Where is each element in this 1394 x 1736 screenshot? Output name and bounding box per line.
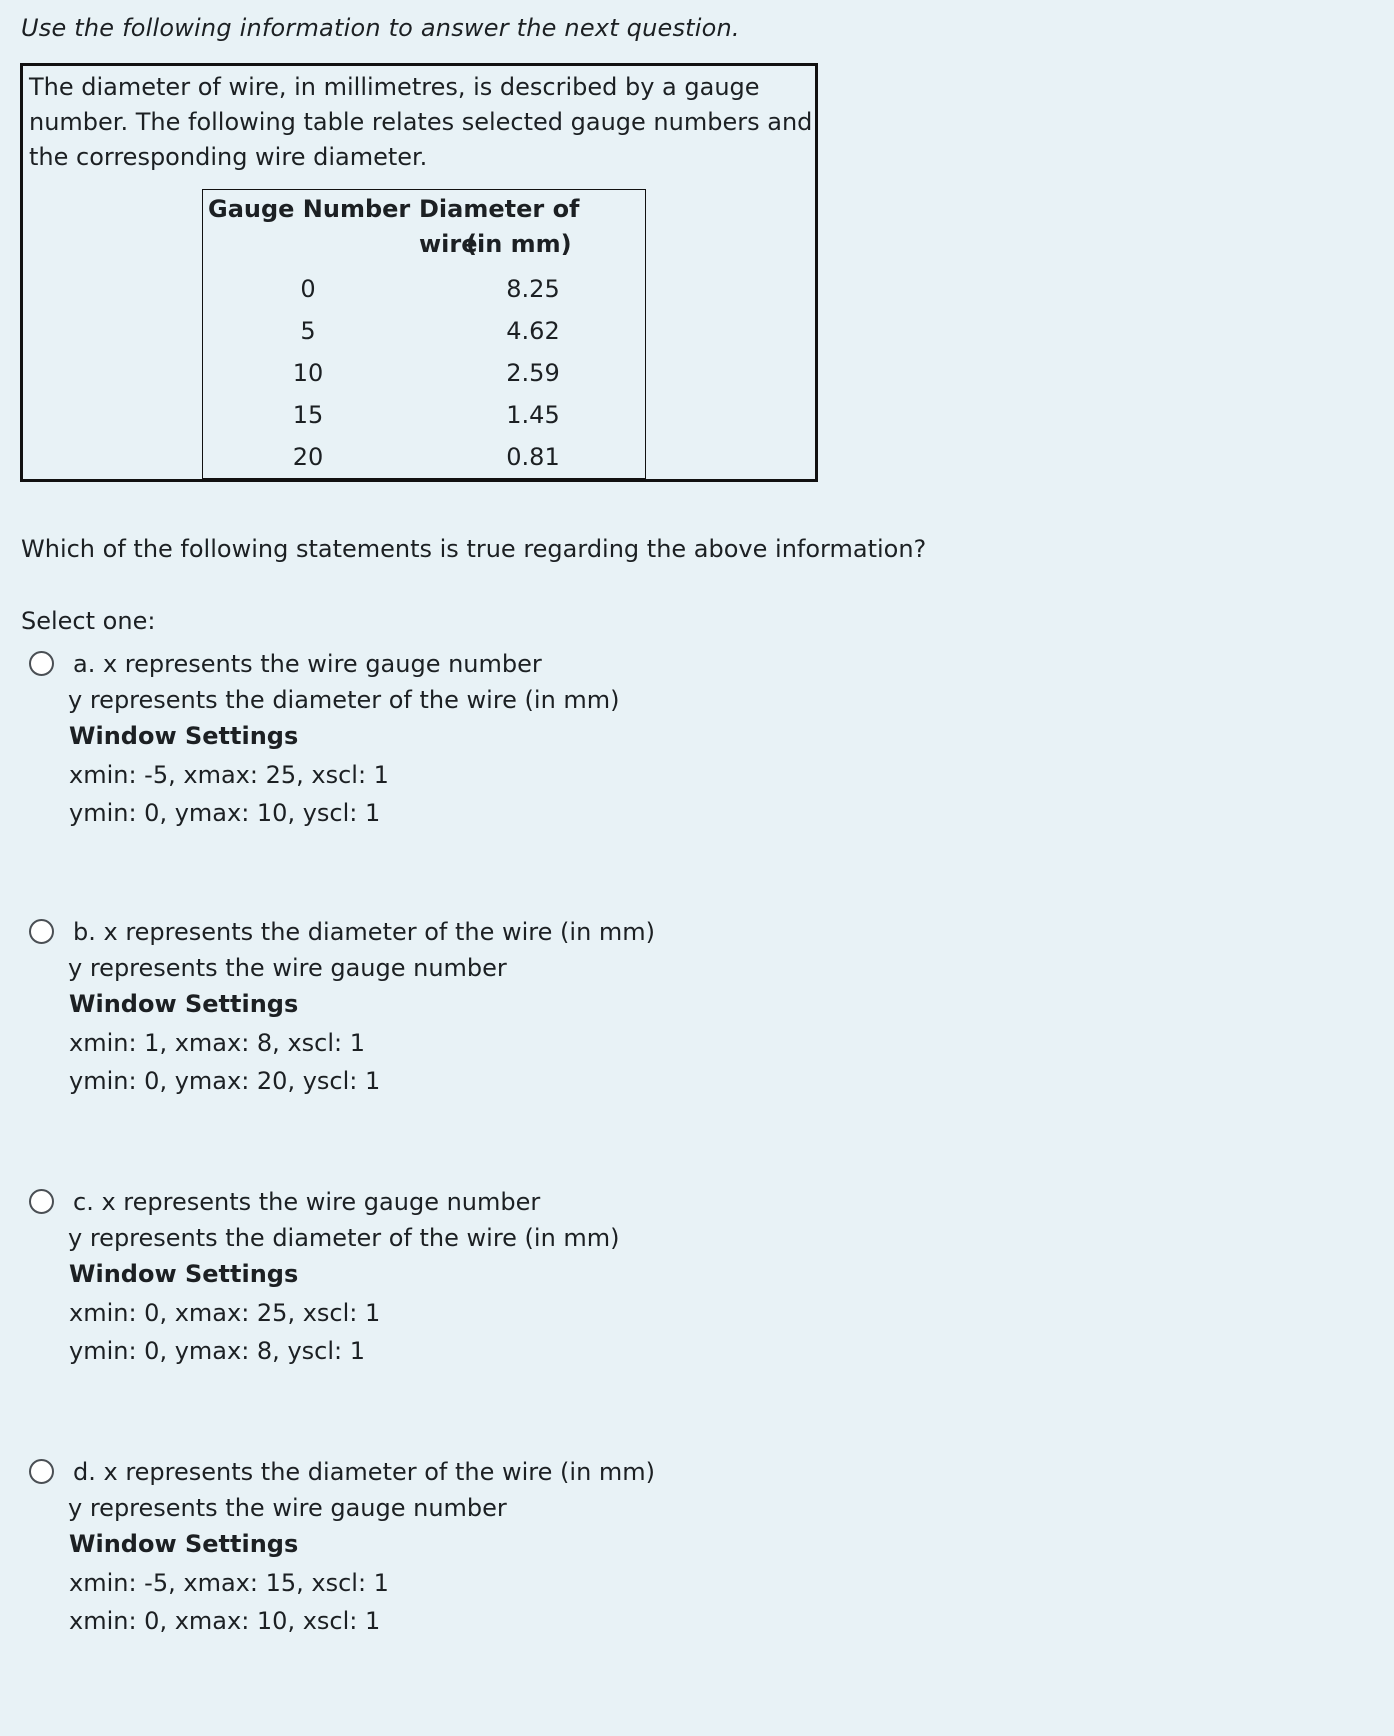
select-one-label: Select one: <box>21 607 156 635</box>
option-d-y-settings: xmin: 0, xmax: 10, xscl: 1 <box>69 1607 381 1635</box>
table-cell-gauge: 15 <box>292 401 324 429</box>
radio-button-c[interactable] <box>29 1189 54 1214</box>
radio-button-b[interactable] <box>29 919 54 944</box>
gauge-table <box>202 189 646 479</box>
question-text: Which of the following statements is true regarding the above information? <box>21 535 927 563</box>
info-box <box>20 63 818 482</box>
option-a-line2: y represents the diameter of the wire (in mm) <box>68 686 620 714</box>
option-d-line1: d. x represents the diameter of the wire (in mm) <box>73 1458 656 1486</box>
option-d[interactable] <box>29 1458 789 1658</box>
option-d-settings-label: Window Settings <box>69 1530 299 1558</box>
option-a-x-settings: xmin: -5, xmax: 25, xscl: 1 <box>69 761 389 789</box>
radio-button-a[interactable] <box>29 651 54 676</box>
option-c-line1: c. x represents the wire gauge number <box>73 1188 541 1216</box>
option-c[interactable] <box>29 1188 789 1388</box>
table-cell-diameter: 4.62 <box>506 317 560 345</box>
table-cell-gauge: 10 <box>292 359 324 387</box>
option-b-line2: y represents the wire gauge number <box>68 954 507 982</box>
table-header-diameter: Diameter of wire <box>419 195 580 258</box>
table-header-gauge: Gauge Number <box>208 195 411 223</box>
option-a-y-settings: ymin: 0, ymax: 10, yscl: 1 <box>69 799 381 827</box>
intro-text: Use the following information to answer the next question. <box>21 14 740 42</box>
option-a[interactable] <box>29 650 789 850</box>
option-d-x-settings: xmin: -5, xmax: 15, xscl: 1 <box>69 1569 389 1597</box>
table-cell-diameter: 2.59 <box>506 359 560 387</box>
option-c-settings-label: Window Settings <box>69 1260 299 1288</box>
table-cell-diameter: 8.25 <box>506 275 560 303</box>
table-cell-gauge: 20 <box>292 443 324 471</box>
table-header-unit: (in mm) <box>466 230 572 258</box>
info-description: The diameter of wire, in millimetres, is described by a gauge number. The following table relates selected gauge numbers and the corresponding wire diameter. <box>29 73 813 171</box>
table-cell-diameter: 0.81 <box>506 443 560 471</box>
table-cell-diameter: 1.45 <box>506 401 560 429</box>
option-b[interactable] <box>29 918 789 1118</box>
option-b-y-settings: ymin: 0, ymax: 20, yscl: 1 <box>69 1067 381 1095</box>
option-a-settings-label: Window Settings <box>69 722 299 750</box>
radio-button-d[interactable] <box>29 1459 54 1484</box>
option-b-settings-label: Window Settings <box>69 990 299 1018</box>
option-d-line2: y represents the wire gauge number <box>68 1494 507 1522</box>
table-cell-gauge: 5 <box>300 317 316 345</box>
option-b-x-settings: xmin: 1, xmax: 8, xscl: 1 <box>69 1029 365 1057</box>
option-c-x-settings: xmin: 0, xmax: 25, xscl: 1 <box>69 1299 381 1327</box>
table-cell-gauge: 0 <box>300 275 316 303</box>
option-b-line1: b. x represents the diameter of the wire (in mm) <box>73 918 656 946</box>
option-c-y-settings: ymin: 0, ymax: 8, yscl: 1 <box>69 1337 365 1365</box>
option-a-line1: a. x represents the wire gauge number <box>73 650 542 678</box>
option-c-line2: y represents the diameter of the wire (in mm) <box>68 1224 620 1252</box>
